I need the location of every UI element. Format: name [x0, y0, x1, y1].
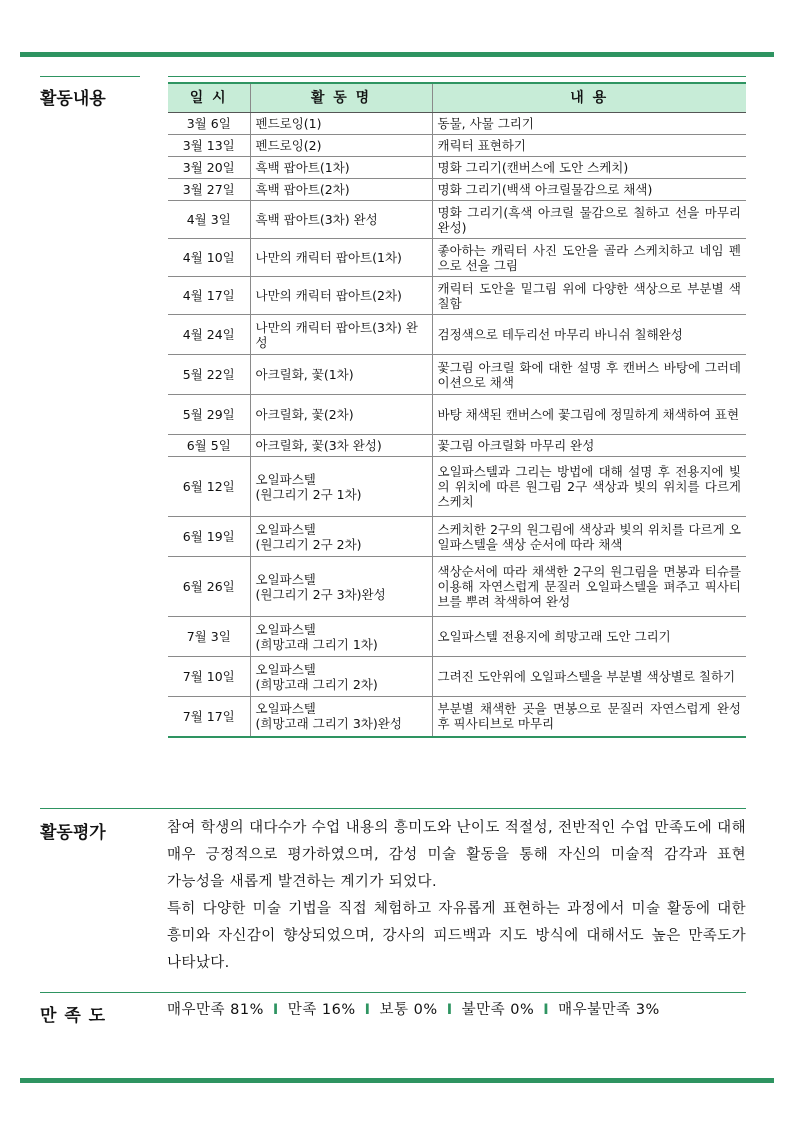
row-activity	[250, 355, 432, 395]
table-row	[168, 157, 746, 179]
row-content: 그려진 도안위에 오일파스텔을 부분별 색상별로 칠하기	[432, 657, 746, 697]
row-date: 5월 22일	[168, 355, 250, 395]
row-activity	[250, 697, 432, 737]
row-content: 명화 그리기(캔버스에 도안 스케치)	[432, 157, 746, 179]
satisfaction-section-label: 만 족 도	[40, 1006, 107, 1026]
satisfaction-value: 0%	[413, 1002, 438, 1018]
evaluation-top-rule	[40, 808, 746, 809]
row-content: 바탕 채색된 캔버스에 꽃그림에 정밀하게 채색하여 표현	[432, 395, 746, 435]
evaluation-paragraph-1: 참여 학생의 대다수가 수업 내용의 흥미도와 난이도 적절성, 전반적인 수업 만족도에 대해 매우 긍정적으로 평가하였으며, 감성 미술 활동을 통해 자신의 미술적 감각과 표현 가능성을 새롭게 발견하는 계기가 되었다.	[167, 820, 746, 890]
table-row	[168, 135, 746, 157]
schedule-body	[168, 113, 746, 737]
row-activity	[250, 157, 432, 179]
row-date: 6월 26일	[168, 557, 250, 617]
satisfaction-label: 만족	[287, 1002, 317, 1018]
row-activity-name: 오일파스텔	[255, 621, 316, 637]
header-activity: 활 동 명	[250, 83, 432, 113]
table-top-rule	[168, 76, 746, 77]
row-content: 캐릭터 도안을 밑그림 위에 다양한 색상으로 부분별 색칠함	[432, 277, 746, 315]
row-date: 4월 3일	[168, 201, 250, 239]
separator-bar: I	[446, 1002, 453, 1018]
row-content: 명화 그리기(백색 아크릴물감으로 채색)	[432, 179, 746, 201]
row-activity	[250, 135, 432, 157]
row-content: 오일파스텔 전용지에 희망고래 도안 그리기	[432, 617, 746, 657]
row-content: 오일파스텔과 그리는 방법에 대해 설명 후 전용지에 빛의 위치에 따른 원그림 2구 색상과 빛의 위치를 다르게 스케치	[432, 457, 746, 517]
row-activity-name: 나만의 캐릭터 팝아트(3차) 완성	[255, 319, 418, 350]
row-date: 3월 6일	[168, 113, 250, 135]
separator-bar: I	[543, 1002, 550, 1018]
row-date: 5월 29일	[168, 395, 250, 435]
row-activity-subtitle: (희망고래 그리기 2차)	[255, 676, 378, 692]
satisfaction-top-rule	[40, 992, 746, 993]
row-activity-name: 나만의 캐릭터 팝아트(1차)	[255, 250, 402, 265]
row-activity-subtitle: (원그리기 2구 2차)	[255, 536, 362, 552]
satisfaction-label: 불만족	[461, 1002, 506, 1018]
activity-section-label: 활동내용	[40, 89, 106, 109]
row-content: 부분별 채색한 곳을 면봉으로 문질러 자연스럽게 완성 후 픽사티브로 마무리	[432, 697, 746, 737]
row-activity	[250, 277, 432, 315]
row-activity-name: 펜드로잉(1)	[255, 116, 322, 131]
table-row	[168, 277, 746, 315]
bottom-divider	[20, 1078, 774, 1083]
row-date: 3월 20일	[168, 157, 250, 179]
separator-bar: I	[364, 1002, 371, 1018]
row-activity-name: 나만의 캐릭터 팝아트(2차)	[255, 288, 402, 303]
row-date: 6월 5일	[168, 435, 250, 457]
activity-label-underline	[40, 76, 140, 77]
row-content: 색상순서에 따라 채색한 2구의 원그림을 면봉과 티슈를 이용해 자연스럽게 문질러 오일파스텔을 펴주고 픽사티브를 뿌려 착색하여 완성	[432, 557, 746, 617]
row-activity	[250, 657, 432, 697]
table-row	[168, 113, 746, 135]
row-content: 명화 그리기(흑색 아크릴 물감으로 칠하고 선을 마무리완성)	[432, 201, 746, 239]
table-row	[168, 617, 746, 657]
row-activity-name: 오일파스텔	[255, 571, 316, 587]
row-content: 검정색으로 테두리선 마무리 바니쉬 칠해완성	[432, 315, 746, 355]
evaluation-paragraph-2: 특히 다양한 미술 기법을 직접 체험하고 자유롭게 표현하는 과정에서 미술 활동에 대한 흥미와 자신감이 향상되었으며, 강사의 피드백과 지도 방식에 대해서도 높은 만족도가 나타났다.	[167, 901, 746, 971]
row-date: 6월 19일	[168, 517, 250, 557]
row-activity-name: 아크릴화, 꽃(1차)	[255, 367, 354, 382]
schedule-header-row	[168, 83, 746, 113]
row-activity-name: 오일파스텔	[255, 661, 316, 677]
schedule-table	[168, 82, 746, 738]
row-activity-name: 오일파스텔	[255, 521, 316, 537]
row-activity	[250, 517, 432, 557]
satisfaction-label: 보통	[379, 1002, 409, 1018]
evaluation-section-label: 활동평가	[40, 823, 106, 843]
satisfaction-label: 매우불만족	[558, 1002, 631, 1018]
row-activity	[250, 557, 432, 617]
row-activity-subtitle: (희망고래 그리기 3차)완성	[255, 716, 402, 732]
evaluation-text	[167, 815, 746, 977]
header-date: 일 시	[168, 83, 250, 113]
row-activity	[250, 617, 432, 657]
row-date: 6월 12일	[168, 457, 250, 517]
row-date: 7월 17일	[168, 697, 250, 737]
table-row	[168, 697, 746, 737]
separator-bar: I	[272, 1002, 279, 1018]
row-date: 3월 13일	[168, 135, 250, 157]
table-row	[168, 457, 746, 517]
table-row	[168, 395, 746, 435]
satisfaction-results	[167, 998, 660, 1019]
table-row	[168, 355, 746, 395]
row-activity-name: 흑백 팝아트(3차) 완성	[255, 212, 378, 227]
row-content: 꽃그림 아크릴 화에 대한 설명 후 캔버스 바탕에 그러데이션으로 채색	[432, 355, 746, 395]
row-activity	[250, 315, 432, 355]
row-date: 3월 27일	[168, 179, 250, 201]
row-activity	[250, 435, 432, 457]
row-content: 꽃그림 아크릴화 마무리 완성	[432, 435, 746, 457]
table-row	[168, 657, 746, 697]
satisfaction-label: 매우만족	[167, 1002, 226, 1018]
satisfaction-value: 3%	[635, 1002, 660, 1018]
row-date: 4월 24일	[168, 315, 250, 355]
satisfaction-value: 81%	[230, 1002, 264, 1018]
row-activity-name: 아크릴화, 꽃(2차)	[255, 407, 354, 422]
row-activity	[250, 201, 432, 239]
row-activity-subtitle: (원그리기 2구 1차)	[255, 486, 362, 502]
row-activity-name: 오일파스텔	[255, 471, 316, 487]
row-activity	[250, 457, 432, 517]
row-content: 좋아하는 캐릭터 사진 도안을 골라 스케치하고 네임 펜으로 선을 그림	[432, 239, 746, 277]
row-activity-name: 아크릴화, 꽃(3차 완성)	[255, 438, 382, 453]
row-date: 4월 10일	[168, 239, 250, 277]
row-activity-subtitle: (원그리기 2구 3차)완성	[255, 586, 386, 602]
row-date: 7월 10일	[168, 657, 250, 697]
row-activity-name: 흑백 팝아트(1차)	[255, 160, 350, 175]
row-date: 4월 17일	[168, 277, 250, 315]
row-activity	[250, 239, 432, 277]
row-activity	[250, 113, 432, 135]
top-divider	[20, 52, 774, 57]
table-row	[168, 315, 746, 355]
satisfaction-value: 16%	[321, 1002, 356, 1018]
table-row	[168, 201, 746, 239]
table-row	[168, 179, 746, 201]
row-date: 7월 3일	[168, 617, 250, 657]
row-content: 동물, 사물 그리기	[432, 113, 746, 135]
row-activity	[250, 395, 432, 435]
table-row	[168, 557, 746, 617]
header-content: 내 용	[432, 83, 746, 113]
row-activity-name: 오일파스텔	[255, 701, 316, 717]
table-row	[168, 435, 746, 457]
table-row	[168, 239, 746, 277]
row-activity-name: 흑백 팝아트(2차)	[255, 182, 350, 197]
row-activity-name: 펜드로잉(2)	[255, 138, 322, 153]
row-content: 스케치한 2구의 원그림에 색상과 빛의 위치를 다르게 오일파스텔을 색상 순서에 따라 채색	[432, 517, 746, 557]
table-row	[168, 517, 746, 557]
row-activity-subtitle: (희망고래 그리기 1차)	[255, 636, 378, 652]
row-activity	[250, 179, 432, 201]
satisfaction-value: 0%	[510, 1002, 535, 1018]
row-content: 캐릭터 표현하기	[432, 135, 746, 157]
